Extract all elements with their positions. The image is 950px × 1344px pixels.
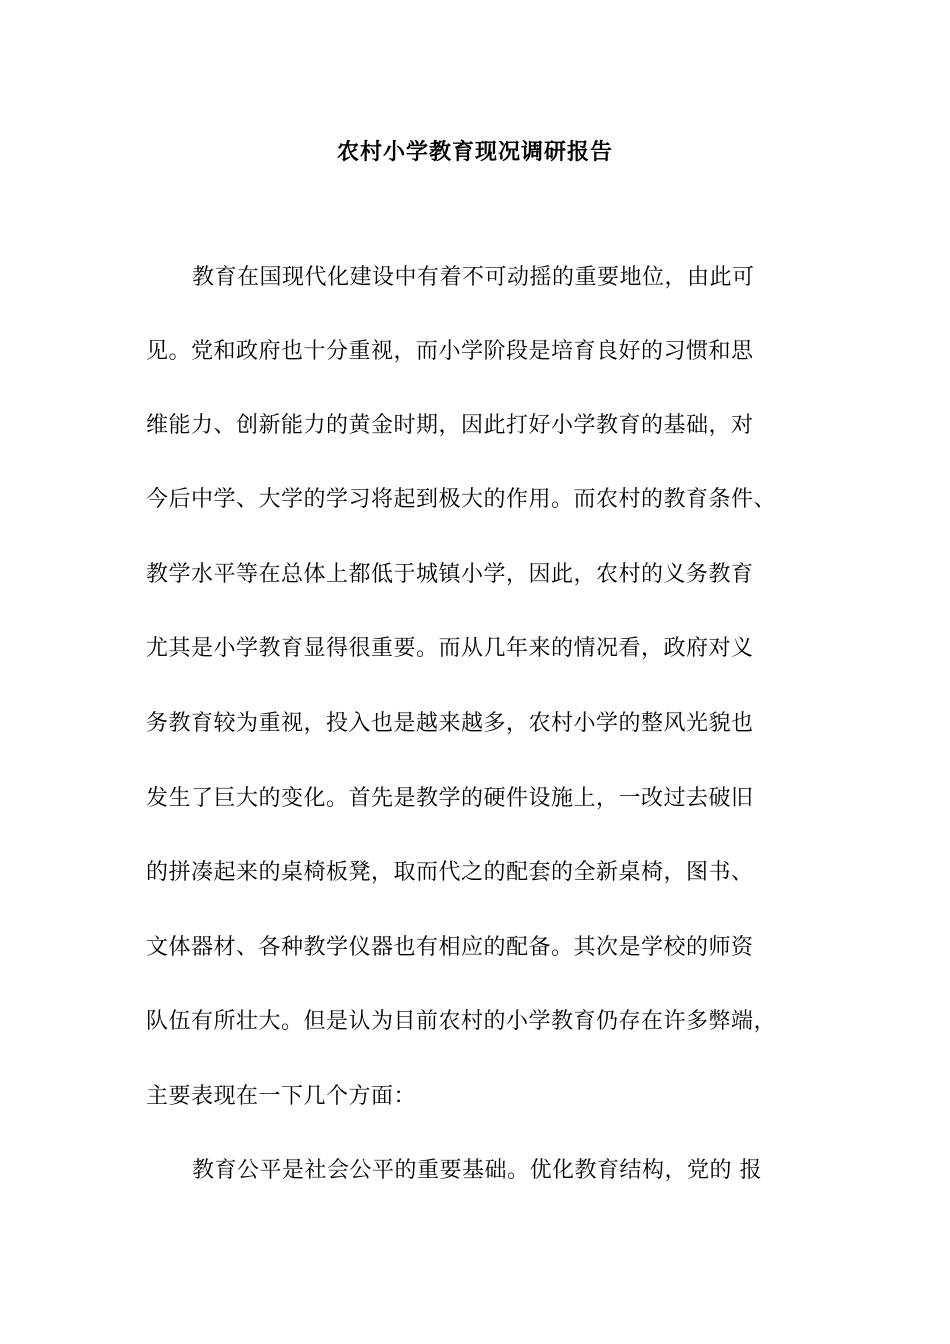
paragraph-1-line-9: 的拼凑起来的桌椅板凳，取而代之的配套的全新桌椅，图书、 bbox=[146, 860, 754, 885]
paragraph-1-line-1: 教育在国现代化建设中有着不可动摇的重要地位，由此可 bbox=[192, 265, 755, 290]
document-title: 农村小学教育现况调研报告 bbox=[336, 139, 613, 165]
paragraph-1-line-3: 维能力、创新能力的黄金时期，因此打好小学教育的基础，对 bbox=[146, 413, 754, 438]
paragraph-1-line-11: 队伍有所壮大。但是认为目前农村的小学教育仍存在许多弊端， bbox=[146, 1009, 777, 1034]
paragraph-1-line-5: 教学水平等在总体上都低于城镇小学，因此，农村的义务教育 bbox=[146, 562, 754, 587]
paragraph-1-line-4: 今后中学、大学的学习将起到极大的作用。而农村的教育条件、 bbox=[146, 487, 777, 512]
paragraph-1-line-7: 务教育较为重视，投入也是越来越多，农村小学的整风光貌也 bbox=[146, 711, 754, 736]
paragraph-1-line-12: 主要表现在一下几个方面： bbox=[146, 1084, 417, 1109]
paragraph-1-line-6: 尤其是小学教育显得很重要。而从几年来的情况看，政府对义 bbox=[146, 636, 754, 661]
paragraph-1-line-10: 文体器材、各种教学仪器也有相应的配备。其次是学校的师资 bbox=[146, 935, 754, 960]
paragraph-1-line-8: 发生了巨大的变化。首先是教学的硬件设施上，一改过去破旧 bbox=[146, 786, 754, 811]
paragraph-1-line-2: 见。党和政府也十分重视，而小学阶段是培育良好的习惯和思 bbox=[146, 339, 754, 364]
paragraph-2-line-1: 教育公平是社会公平的重要基础。优化教育结构，党的 报 bbox=[192, 1158, 762, 1183]
